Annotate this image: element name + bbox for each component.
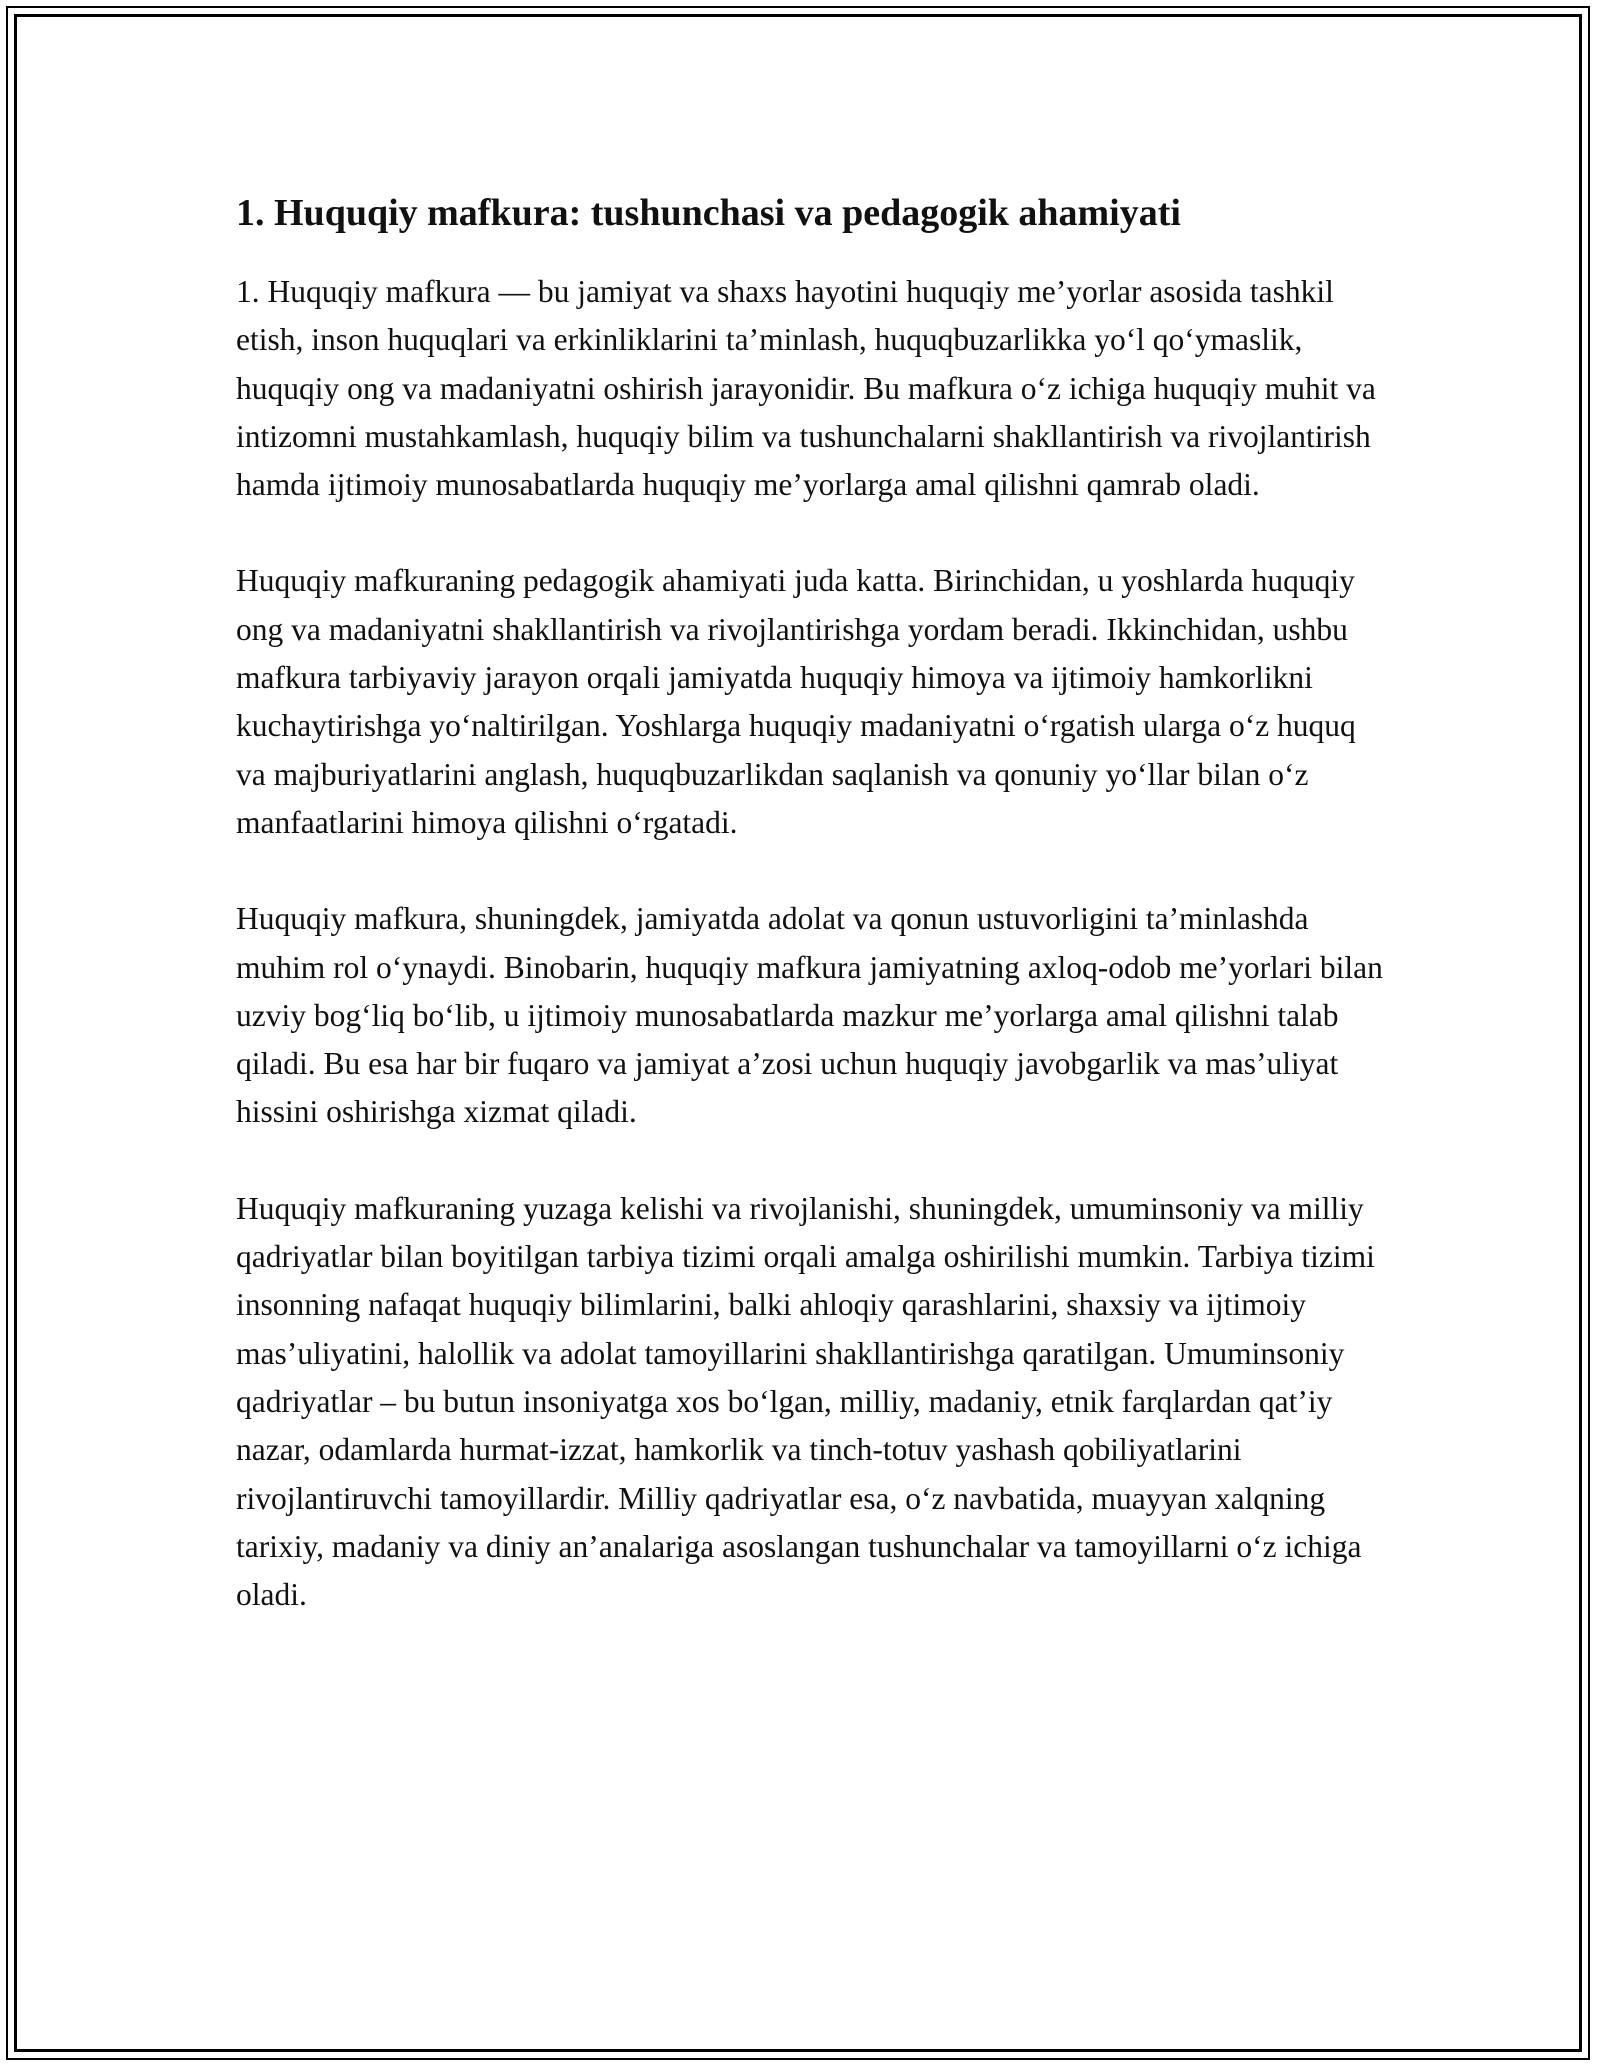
paragraph-3: Huquqiy mafkura, shuningdek, jamiyatda adolat va qonun ustuvorligini ta’minlashda muhim rol o‘ynaydi. Binobarin, huquqiy mafkura jamiyatning axloq-odob me’yorlari bilan uzviy bog‘liq bo‘lib, u ijtimoiy munosabatlarda mazkur me’yorlarga amal qilishni talab qiladi. Bu esa har bir fuqaro va jamiyat a’zosi uchun huquqiy javobgarlik va mas’uliyat hissini oshirishga xizmat qiladi.	[236, 901, 1383, 1130]
document-body	[236, 188, 1386, 1619]
paragraph-4: Huquqiy mafkuraning yuzaga kelishi va rivojlanishi, shuningdek, umuminsoniy va milliy qadriyatlar bilan boyitilgan tarbiya tizimi orqali amalga oshirilishi mumkin. Tarbiya tizimi insonning nafaqat huquqiy bilimlarini, balki ahloqiy qarashlarini, shaxsiy va ijtimoiy mas’uliyatini, halollik va adolat tamoyillarini shakllantirishga qaratilgan. Umuminsoniy qadriyatlar – bu butun insoniyatga xos bo‘lgan, milliy, madaniy, etnik farqlardan qat’iy nazar, odamlarda hurmat-izzat, hamkorlik va tinch-totuv yashash qobiliyatlarini rivojlantiruvchi tamoyillardir. Milliy qadriyatlar esa, o‘z navbatida, muayyan xalqning tarixiy, madaniy va diniy an’analariga asoslangan tushunchalar va tamoyillarni o‘z ichiga oladi.	[236, 1190, 1375, 1613]
paragraph-1: 1. Huquqiy mafkura — bu jamiyat va shaxs hayotini huquqiy me’yorlar asosida tashkil etish, inson huquqlari va erkinliklarini ta’minlash, huquqbuzarlikka yo‘l qo‘ymaslik, huquqiy ong va madaniyatni oshirish jarayonidir. Bu mafkura o‘z ichiga huquqiy muhit va intizomni mustahkamlash, huquqiy bilim va tushunchalarni shakllantirish va rivojlantirish hamda ijtimoiy munosabatlarda huquqiy me’yorlarga amal qilishni qamrab oladi.	[236, 274, 1376, 503]
paragraph-2: Huquqiy mafkuraning pedagogik ahamiyati juda katta. Birinchidan, u yoshlarda huquqiy ong va madaniyatni shakllantirish va rivojlantirishga yordam beradi. Ikkinchidan, ushbu mafkura tarbiyaviy jarayon orqali jamiyatda huquqiy himoya va ijtimoiy hamkorlikni kuchaytirishga yo‘naltirilgan. Yoshlarga huquqiy madaniyatni o‘rgatish ularga o‘z huquq va majburiyatlarini anglash, huquqbuzarlikdan saqlanish va qonuniy yo‘llar bilan o‘z manfaatlarini himoya qilishni o‘rgatadi.	[236, 563, 1356, 840]
document-title: 1. Huquqiy mafkura: tushunchasi va pedagogik ahamiyati	[236, 192, 1181, 234]
